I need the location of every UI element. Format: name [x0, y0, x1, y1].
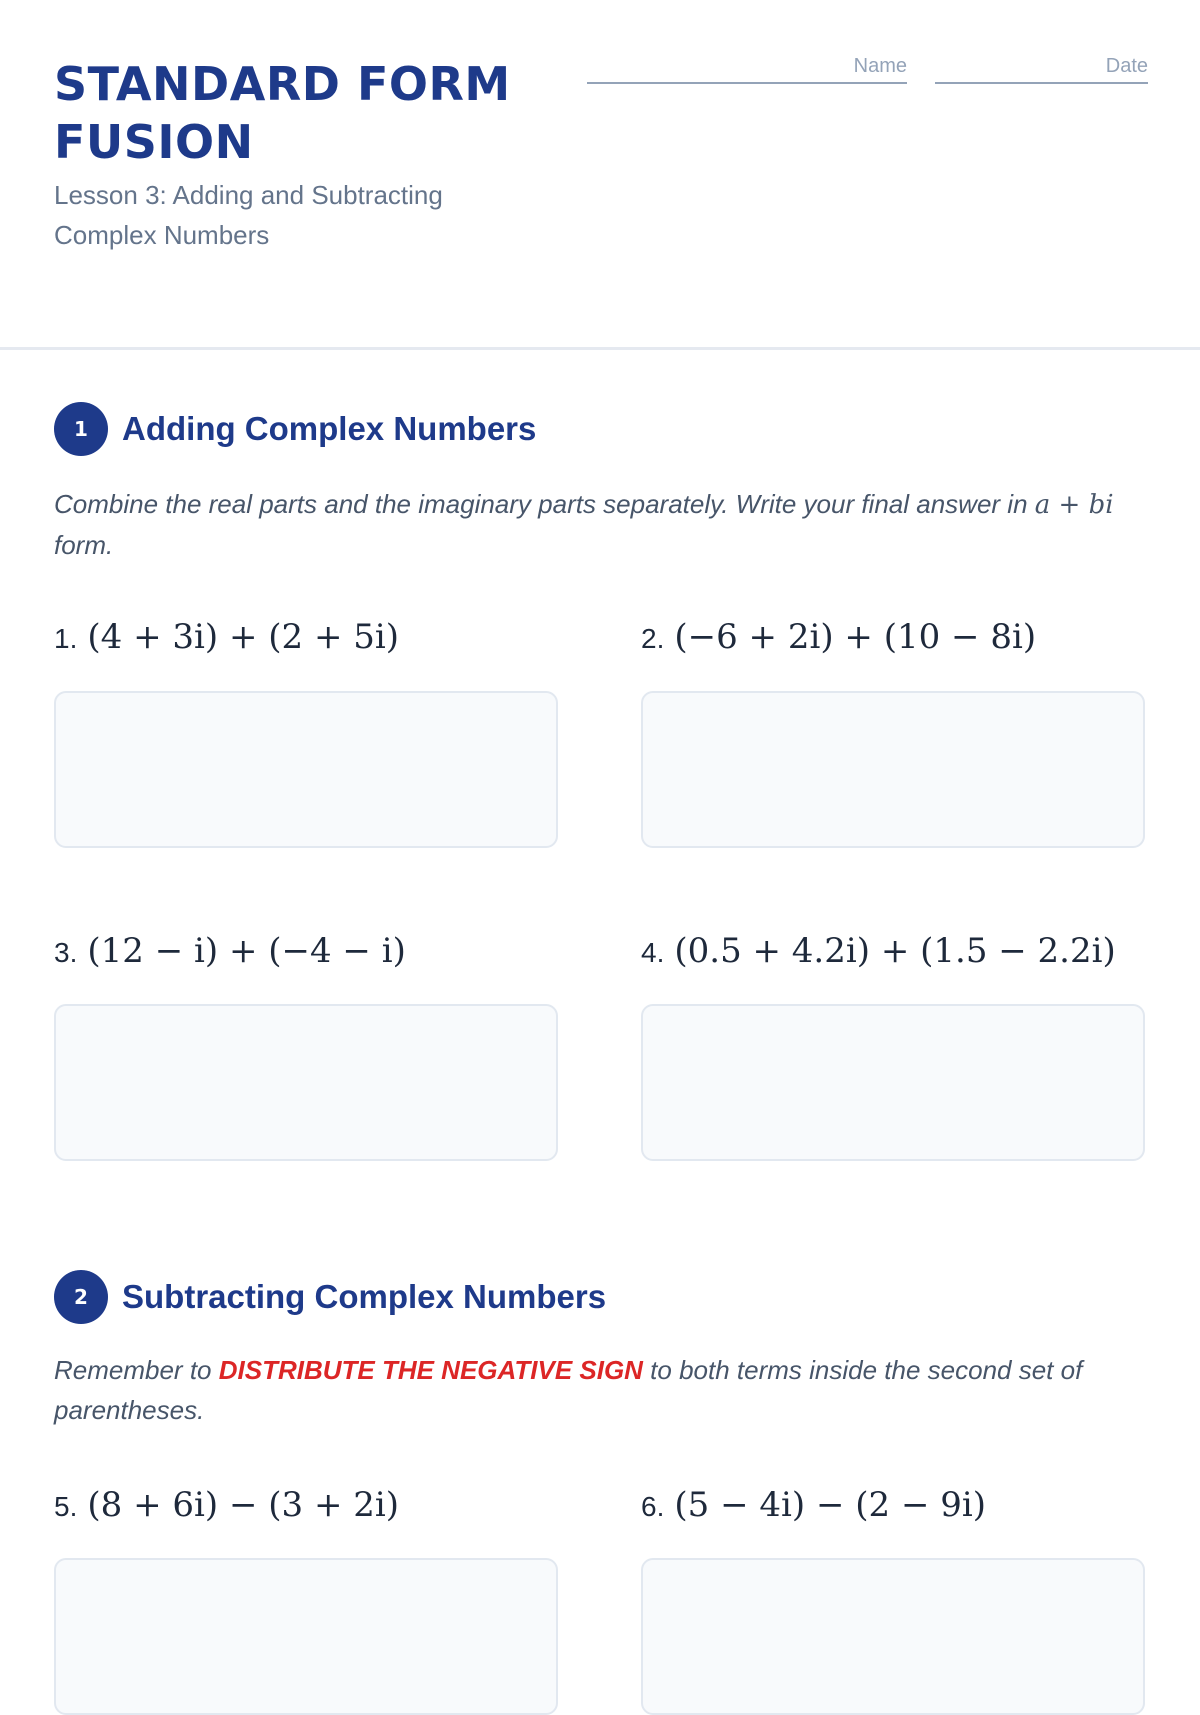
instruction-text: to both terms inside the second set of parentheses.: [54, 1355, 1083, 1425]
name-field[interactable]: Name: [587, 55, 907, 84]
problem-number: 6.: [641, 1491, 665, 1522]
section-number-badge: 1: [54, 402, 108, 456]
lesson-subtitle: Lesson 3: Adding and Subtracting Complex Numbers: [54, 180, 443, 250]
answer-box-2[interactable]: [641, 691, 1145, 848]
section-1-heading: [54, 402, 536, 456]
section-1-instructions: [54, 484, 1154, 565]
problem-5: [54, 1485, 399, 1525]
header-divider: [0, 347, 1200, 350]
answer-box-1[interactable]: [54, 691, 558, 848]
answer-box-6[interactable]: [641, 1558, 1145, 1715]
problem-expression: (−6 + 2i) + (10 − 8i): [674, 617, 1037, 657]
section-2-instructions: [54, 1350, 1154, 1430]
problem-expression: (8 + 6i) − (3 + 2i): [87, 1485, 400, 1525]
problem-1: [54, 617, 399, 657]
problem-number: 2.: [641, 623, 665, 654]
answer-box-3[interactable]: [54, 1004, 558, 1161]
problem-expression: (4 + 3i) + (2 + 5i): [87, 617, 400, 657]
problem-number: 1.: [54, 623, 78, 654]
instruction-math: a + bi: [1034, 490, 1114, 520]
problem-2: [641, 617, 1036, 657]
problem-4: [641, 931, 1116, 971]
worksheet-title: STANDARD FORM FUSION: [54, 57, 511, 169]
instruction-emphasis: DISTRIBUTE THE NEGATIVE SIGN: [218, 1355, 643, 1385]
answer-box-5[interactable]: [54, 1558, 558, 1715]
problem-number: 3.: [54, 937, 78, 968]
problem-number: 5.: [54, 1491, 78, 1522]
worksheet-header: [54, 55, 1148, 255]
instruction-text: Combine the real parts and the imaginary parts separately. Write your final answer in: [54, 489, 1035, 519]
section-title: Subtracting Complex Numbers: [122, 1278, 607, 1315]
problem-number: 4.: [641, 937, 665, 968]
answer-box-4[interactable]: [641, 1004, 1145, 1161]
date-field[interactable]: Date: [935, 55, 1148, 84]
instruction-text: form.: [54, 530, 114, 560]
instruction-text: Remember to: [54, 1355, 219, 1385]
section-2-heading: [54, 1270, 606, 1324]
section-title: Adding Complex Numbers: [122, 410, 537, 447]
section-number-badge: 2: [54, 1270, 108, 1324]
problem-expression: (12 − i) + (−4 − i): [87, 931, 406, 971]
problem-expression: (5 − 4i) − (2 − 9i): [674, 1485, 987, 1525]
problem-expression: (0.5 + 4.2i) + (1.5 − 2.2i): [674, 931, 1116, 971]
problem-6: [641, 1485, 986, 1525]
problem-3: [54, 931, 406, 971]
